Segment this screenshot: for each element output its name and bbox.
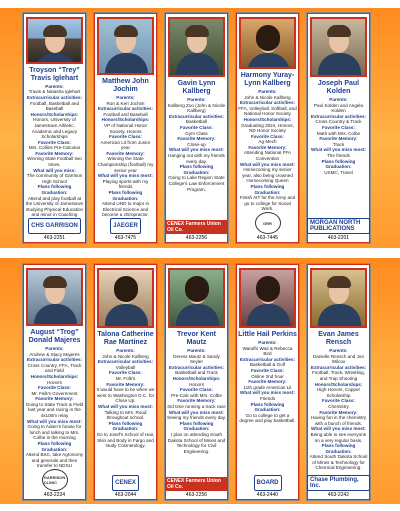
detail-value: Travis & Natasha Iglehart: [28, 89, 81, 95]
detail-label: Favorite Class:: [251, 133, 284, 139]
student-name: Evan James Rensch: [318, 331, 359, 346]
sponsor-phone: 463-2224: [43, 492, 66, 498]
sponsor-logo: CENEX Farmers Union Oil Co.: [165, 220, 228, 234]
sponsor-phone: 463-2256: [185, 235, 208, 241]
detail-label: Plans following Graduation:: [37, 184, 72, 196]
detail-value: High Honors, Copper Scholarship: [316, 387, 361, 398]
student-card: [235, 263, 300, 501]
student-card: [22, 263, 87, 501]
detail-label: Parents:: [329, 348, 348, 353]
detail-value: Football, Track, Wrestling, and Trap Shooting: [311, 370, 366, 381]
student-name: Gavin Lynn Kallberg: [177, 80, 216, 95]
detail-value: Friends: [259, 395, 276, 401]
student-details: [236, 88, 299, 212]
detail-value: Seeing my friends every day.: [167, 415, 226, 421]
sponsor: [165, 220, 228, 243]
detail-value: Gym Class: [185, 130, 208, 136]
detail-label: Favorite Memory:: [177, 136, 216, 142]
student-name: Talona Catherine Rae Martinez: [97, 331, 154, 346]
detail-value: Honors: [47, 379, 62, 385]
detail-value: Basketball & Golf: [249, 362, 286, 368]
detail-value: Basketball: [185, 119, 208, 125]
detail-label: Favorite Memory:: [177, 398, 216, 404]
student-card: [93, 263, 158, 501]
detail-value: Basketball and Track: [175, 370, 218, 376]
sponsor: [307, 218, 370, 243]
student-photo: [239, 17, 296, 69]
sponsor: [94, 475, 157, 500]
detail-value: Kallberg Zoo (John & Nicole Kallberg): [167, 102, 226, 114]
detail-value: Going to Adam's house for lunch and talking to Mrs. Colbe in the morning: [27, 424, 82, 441]
detail-value: Going to Lake Region State College's Law Enforcement Program.: [168, 175, 225, 192]
detail-label: Honors/Scholarships:: [243, 116, 292, 122]
detail-value: Winning State Football two times.: [27, 156, 82, 168]
detail-label: Favorite Memory:: [248, 144, 287, 150]
detail-label: Extracurricular activities:: [26, 94, 83, 100]
student-photo: [168, 268, 225, 328]
detail-label: Extracurricular activities:: [239, 100, 296, 106]
sponsor-logo: GRR: [255, 212, 281, 234]
detail-label: What will you miss most:: [240, 390, 295, 396]
student-details: [165, 347, 228, 454]
detail-label: Plans following Graduation:: [37, 441, 72, 452]
detail-label: Extracurricular activities:: [97, 359, 154, 365]
detail-label: Favorite Class:: [322, 124, 355, 130]
detail-label: Favorite Class:: [109, 134, 142, 140]
detail-label: What will you miss most:: [240, 161, 295, 167]
detail-value: Danielle Rensch and Jon Wilcox: [312, 353, 365, 365]
student-card: [306, 263, 371, 501]
detail-label: Favorite Class:: [38, 385, 71, 391]
detail-value: Football and Baseball: [103, 111, 148, 117]
detail-value: John & Nicole Kallberg: [244, 94, 291, 100]
detail-label: What will you miss most:: [98, 173, 153, 179]
detail-label: Plans following Graduation:: [321, 158, 356, 170]
detail-value: Wandhi Wad & Rebecca Bird: [242, 345, 293, 357]
detail-label: Parents:: [116, 348, 135, 353]
detail-value: Attend South Dakota School of Mines & Technology for Chemical Engineering.: [309, 454, 368, 471]
detail-label: Parents:: [187, 348, 206, 353]
detail-value: Hanging out with my friends every day.: [168, 152, 225, 164]
detail-label: Extracurricular activities:: [310, 113, 367, 119]
detail-value: VP of National Honor Society, Honors: [103, 122, 148, 134]
detail-value: Pre-Calc with Mrs. Colbe: [171, 392, 222, 398]
sponsor-phone: 463-2251: [43, 235, 66, 241]
detail-label: Plans following Graduation:: [179, 420, 214, 432]
sponsor: [165, 477, 228, 500]
detail-label: Favorite Memory:: [319, 136, 358, 142]
student-photo: [97, 268, 154, 328]
detail-value: Attend UND to major in Electrical Science and become a chiropractor.: [101, 201, 150, 218]
detail-label: Parents:: [45, 345, 64, 351]
detail-label: Parents:: [258, 340, 277, 345]
detail-value: Mr. Folk's: [115, 375, 136, 381]
detail-value: Attending National FFA Convention: [243, 150, 292, 162]
detail-value: Talking to Mrs. Rood throughout school.: [104, 409, 147, 421]
student-name: Joseph Paul Kolden: [317, 80, 360, 95]
sponsor: [307, 475, 370, 500]
sponsor-phone: 463-2201: [327, 235, 350, 241]
detail-value: Dennis Mautz & Sandy Seyler: [173, 353, 220, 365]
sponsor-logo: Chase Plumbing, Inc.: [307, 475, 370, 491]
student-details: [165, 96, 228, 192]
detail-label: Extracurricular activities:: [310, 364, 367, 370]
detail-value: 3rd time running a track race: [167, 403, 226, 409]
detail-label: Plans following Graduation:: [250, 184, 285, 195]
student-card: [22, 12, 87, 244]
detail-label: Plans following Graduation:: [108, 420, 143, 432]
detail-value: Ag Mech: [258, 139, 277, 145]
detail-label: Parents:: [45, 83, 64, 89]
sponsor-logo: CENEX Farmers Union Oil Co.: [165, 477, 228, 491]
detail-value: FFA, Volleyball, Softball, and National Honor Society: [238, 105, 297, 117]
detail-label: Extracurricular activities:: [168, 364, 225, 370]
detail-value: Mr. Falk's Government: [31, 390, 78, 396]
detail-value: The friends: [327, 152, 350, 158]
detail-label: Favorite Class:: [180, 387, 213, 393]
detail-label: What will you miss most:: [98, 403, 153, 409]
detail-label: What will you miss most:: [169, 409, 224, 415]
top-row: [22, 12, 371, 244]
sponsor: [236, 212, 299, 243]
student-details: [307, 96, 370, 175]
detail-label: Extracurricular activities:: [168, 113, 225, 119]
detail-value: Cross Country & Track: [315, 119, 362, 125]
student-name: Trevor Kent Mautz: [177, 331, 216, 346]
sponsor-phone: 463-2440: [256, 492, 279, 498]
detail-label: Honors/Scholarships:: [30, 373, 79, 379]
detail-label: Honors/Scholarships:: [172, 375, 221, 381]
student-photo: [26, 17, 83, 64]
sponsor-logo: MORGAN NORTH PUBLICATIONS: [307, 218, 370, 234]
student-name: Matthew John Jochim: [102, 77, 149, 93]
detail-value: Go to Josef's School of Hair, Skin and Body in Fargo and study Cosmetology.: [96, 431, 155, 449]
sponsor: [94, 218, 157, 243]
student-name: Harmony Yuray-Lynn Kallberg: [240, 71, 295, 87]
detail-value: Having fun in the chemistry with a bunch of friends.: [310, 415, 367, 426]
detail-label: Favorite Class:: [109, 370, 142, 376]
detail-value: Track: [332, 141, 345, 147]
detail-label: Favorite Memory:: [106, 150, 145, 156]
detail-value: Ron & Keri Jochim: [106, 100, 145, 106]
sponsor-phone: 463-7445: [256, 235, 279, 241]
detail-value: Attend and play football at the University of Jamestown studying Physical Education and minor in Coaching: [25, 195, 84, 218]
detail-value: Playing sports with my friends: [102, 178, 149, 190]
student-photo: [97, 17, 154, 75]
detail-value: Close-up: [187, 141, 206, 147]
detail-label: Honors/Scholarships:: [314, 381, 363, 387]
student-card: [164, 263, 229, 501]
detail-value: The community of Garrison High School: [26, 173, 83, 184]
detail-label: Favorite Class:: [180, 124, 213, 130]
detail-value: American Lit from Junior year: [100, 139, 151, 151]
detail-label: Honors/Scholarships:: [101, 117, 150, 123]
detail-value: Graduating 2024, Honors, ND Honor Society: [241, 122, 294, 134]
detail-value: Mrs. Collins Pre-Calculus: [28, 145, 81, 151]
detail-label: Favorite Class:: [38, 139, 71, 145]
detail-label: What will you miss most:: [27, 418, 82, 424]
sponsor-phone: 463-7475: [114, 235, 137, 241]
detail-value: Being able to see everyone on a very regular basis.: [310, 431, 367, 443]
sponsor-logo: CHS GARRISON: [28, 218, 81, 234]
detail-value: John & Nicole Kallberg: [102, 353, 149, 359]
detail-label: What will you miss most:: [311, 426, 366, 432]
detail-label: Parents:: [329, 97, 348, 102]
detail-value: Paul Kolden and Angela Kolden: [313, 102, 364, 114]
detail-label: Extracurricular activities:: [97, 106, 154, 112]
detail-value: Finish AIT for the Army and go to college for Social Work.: [239, 195, 296, 212]
detail-value: Winning the State Championship (football) my senior year: [97, 156, 154, 173]
student-card: [235, 12, 300, 244]
sponsor: [23, 218, 86, 243]
sponsor-logo: BOARD: [254, 475, 282, 491]
detail-value: Volleyball: [115, 364, 136, 370]
detail-label: Favorite Memory:: [35, 150, 74, 156]
detail-value: 11th grade American Lit: [243, 384, 292, 390]
detail-label: Parents:: [116, 94, 135, 100]
detail-value: I plan on attending South Dakota School of Mines and Technology for Civil Engineering.: [167, 431, 226, 454]
detail-value: USMC, Travel: [324, 169, 353, 175]
detail-label: Favorite Memory:: [35, 396, 74, 402]
detail-value: Football, Basketball and Baseball: [29, 100, 80, 112]
detail-label: Honors/Scholarships:: [30, 111, 79, 117]
student-details: [94, 347, 157, 449]
detail-value: Online 2nd hour: [251, 373, 284, 379]
detail-value: Going to State Track & Field last year and racing in the 4x100m relay: [25, 401, 84, 419]
detail-label: Plans following Graduation:: [179, 164, 214, 175]
detail-label: Plans following Graduation:: [321, 443, 356, 454]
detail-label: Favorite Memory:: [319, 409, 358, 415]
detail-value: It would have to be when we went to Washington D.C. for Close Up.: [96, 387, 155, 404]
student-card: [164, 12, 229, 244]
bottom-row: [22, 263, 371, 501]
detail-label: Plans following Graduation:: [250, 401, 285, 413]
detail-label: Plans following Graduation:: [108, 190, 143, 201]
student-name: Little Hail Perkins: [238, 331, 297, 338]
detail-value: Andrew & Stacy Majeres: [29, 351, 80, 357]
detail-value: Chemistry: [328, 403, 349, 409]
detail-label: Parents:: [187, 97, 206, 102]
sponsor-logo: GARRISON CLINIC: [42, 469, 68, 491]
detail-label: Extracurricular activities:: [239, 356, 296, 362]
student-card: [93, 12, 158, 244]
sponsor: [23, 469, 86, 500]
student-name: August “Trog” Donald Majeres: [28, 328, 81, 344]
sponsor: [236, 475, 299, 500]
student-photo: [168, 17, 225, 77]
student-name: Troyson “Trey” Travis Iglehart: [29, 66, 80, 82]
detail-label: Favorite Memory:: [106, 381, 145, 387]
detail-label: What will you miss most:: [169, 147, 224, 153]
detail-value: Go to college to get a degree and play basketball.: [239, 412, 296, 424]
sponsor-phone: 463-2256: [185, 492, 208, 498]
detail-label: Favorite Memory:: [248, 379, 287, 385]
student-photo: [310, 268, 367, 328]
student-details: [307, 347, 370, 471]
detail-label: Favorite Class:: [322, 398, 355, 404]
detail-value: Attend BSC, take Agronomy and generals and then transfer to NDSU: [25, 452, 84, 469]
student-photo: [239, 268, 296, 328]
student-details: [23, 83, 86, 218]
detail-value: Honors, University of Jamestown Athletic, Academic and Legacy Scholarships: [31, 117, 78, 140]
detail-label: What will you miss:: [33, 167, 76, 173]
student-details: [94, 94, 157, 218]
sponsor-phone: 463-2044: [114, 492, 137, 498]
student-details: [23, 345, 86, 469]
detail-label: Extracurricular activities:: [26, 357, 83, 363]
sponsor-logo: JAEGER: [110, 218, 141, 234]
detail-value: Cross Country, FFA, Track and Field: [27, 362, 82, 374]
student-photo: [310, 17, 367, 77]
detail-value: Math with Mrs. Colbe: [316, 130, 361, 136]
student-card: [306, 12, 371, 244]
student-photo: [26, 268, 83, 326]
sponsor-logo: CENEX: [112, 475, 139, 491]
detail-label: What will you miss most:: [311, 147, 366, 153]
detail-label: Parents:: [258, 88, 277, 94]
detail-label: Favorite Class:: [251, 367, 284, 373]
detail-value: Honors: [189, 381, 204, 387]
sponsor-phone: 463-2242: [327, 492, 350, 498]
detail-value: Homecoming my senior year, also being crowned Homecoming Queen: [242, 167, 293, 184]
student-details: [236, 339, 299, 424]
